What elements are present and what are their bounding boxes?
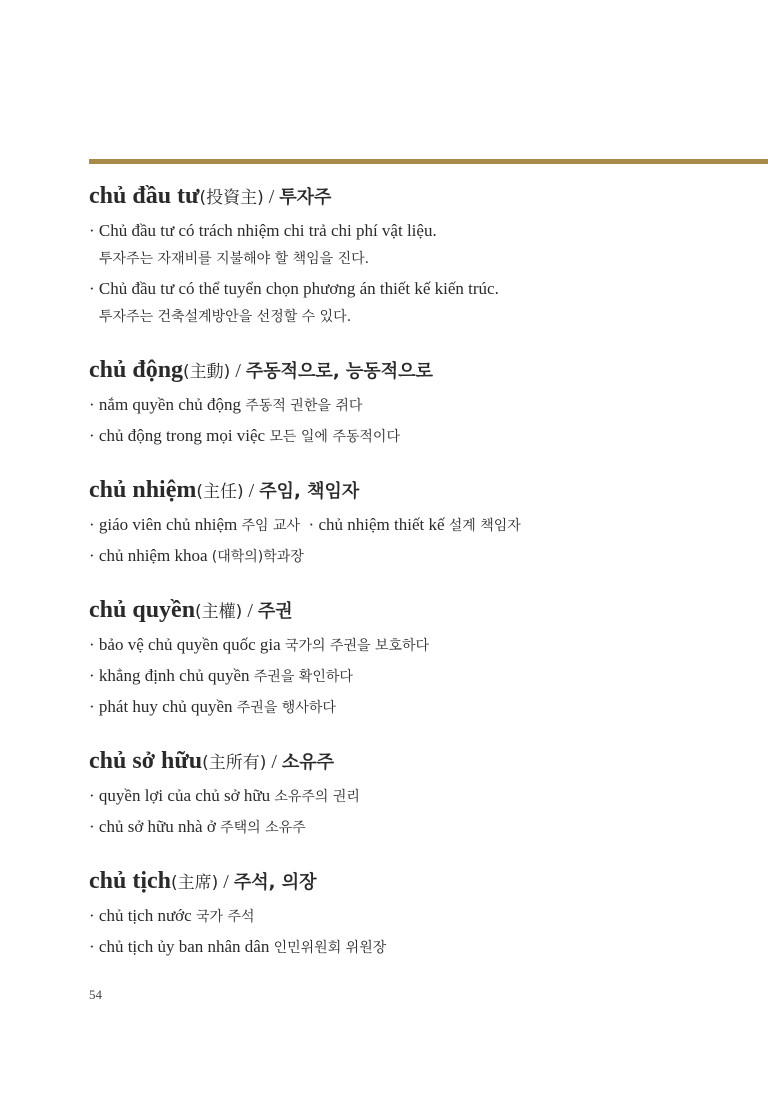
entry-headword xyxy=(89,352,758,390)
example-ko: 국가 주석 xyxy=(195,909,255,925)
example-vi: · chủ tịch ủy ban nhân dân xyxy=(89,937,274,956)
example-translation: 투자주는 자재비를 지불해야 할 책임을 진다. xyxy=(99,251,370,267)
example-line xyxy=(89,812,758,843)
headword-term: chủ quyền xyxy=(89,597,196,623)
example-vi: · quyền lợi của chủ sở hữu xyxy=(89,786,275,805)
example-line xyxy=(89,901,758,932)
example-ko: 설계 책임자 xyxy=(448,518,521,534)
headword-separator: / xyxy=(230,360,246,382)
example-line xyxy=(89,661,758,692)
headword-separator: / xyxy=(266,751,282,773)
headword-hanja: (主任) xyxy=(196,482,244,502)
entry-headword xyxy=(89,743,758,781)
example-vi: · chủ sở hữu nhà ở xyxy=(89,817,221,836)
entry-headword xyxy=(89,178,758,216)
entry-headword xyxy=(89,863,758,901)
page-number: 54 xyxy=(89,987,102,1002)
example-ko: 주택의 소유주 xyxy=(220,820,306,836)
example-vi: · Chủ đầu tư có thể tuyển chọn phương án thiết kế kiến trúc. xyxy=(89,279,499,298)
headword-hanja: (主動) xyxy=(183,362,231,382)
example-vi: · giáo viên chủ nhiệm xyxy=(89,515,242,534)
example-vi: · khẳng định chủ quyền xyxy=(89,666,254,685)
entry-headword xyxy=(89,472,758,510)
headword-term: chủ động xyxy=(89,357,184,383)
example-line xyxy=(89,216,758,245)
example-line xyxy=(89,692,758,723)
headword-meaning: 주석, 의장 xyxy=(233,872,317,893)
example-line xyxy=(89,781,758,812)
example-line xyxy=(89,390,758,421)
example-line xyxy=(89,274,758,303)
example-ko: 주동적 권한을 쥐다 xyxy=(245,398,363,414)
example-vi: · phát huy chủ quyền xyxy=(89,697,237,716)
example-ko: 인민위원회 위원장 xyxy=(273,940,387,956)
entry-chu-so-huu xyxy=(89,743,758,843)
example-line xyxy=(89,630,758,661)
headword-meaning: 주권 xyxy=(257,601,293,622)
dictionary-entries xyxy=(89,178,758,983)
headword-separator: / xyxy=(218,871,234,893)
example-vi: · chủ tịch nước xyxy=(89,906,196,925)
headword-meaning: 투자주 xyxy=(279,187,332,208)
headword-term: chủ đầu tư xyxy=(89,183,200,209)
example-line xyxy=(89,932,758,963)
entry-chu-quyen xyxy=(89,592,758,723)
headword-term: chủ tịch xyxy=(89,868,172,894)
entry-chu-tich xyxy=(89,863,758,963)
headword-separator: / xyxy=(243,480,260,502)
example-vi: · nắm quyền chủ động xyxy=(89,395,246,414)
headword-hanja: (主權) xyxy=(195,602,243,622)
headword-separator: / xyxy=(242,600,258,622)
entry-chu-nhiem xyxy=(89,472,758,572)
headword-meaning: 소유주 xyxy=(281,752,335,773)
example-ko: 주임 교사 xyxy=(241,518,301,534)
example-ko: (대학의)학과장 xyxy=(211,549,304,565)
headword-meaning: 주동적으로, 능동적으로 xyxy=(245,361,433,382)
example-ko: 국가의 주권을 보호하다 xyxy=(284,638,430,654)
headword-hanja: (投資主) xyxy=(199,188,264,208)
example-line xyxy=(89,421,758,452)
top-gold-rule xyxy=(89,159,768,164)
example-ko: 주권을 행사하다 xyxy=(236,700,336,716)
example-ko: 주권을 확인하다 xyxy=(253,669,353,685)
headword-term: chủ nhiệm xyxy=(89,477,197,503)
entry-chu-dau-tu xyxy=(89,178,758,332)
entry-headword xyxy=(89,592,758,630)
example-vi: · chủ nhiệm khoa xyxy=(89,546,212,565)
headword-separator: / xyxy=(263,186,280,208)
headword-meaning: 주임, 책임자 xyxy=(259,481,360,502)
example-vi: · Chủ đầu tư có trách nhiệm chi trả chi phí vật liệu. xyxy=(89,221,437,240)
example-line xyxy=(89,510,758,541)
headword-hanja: (主席) xyxy=(171,873,219,893)
example-ko: 모든 일에 주동적이다 xyxy=(269,429,400,445)
example-ko: 소유주의 권리 xyxy=(274,789,360,805)
entry-chu-dong xyxy=(89,352,758,452)
example-translation: 투자주는 건축설계방안을 선정할 수 있다. xyxy=(99,309,352,325)
headword-term: chủ sở hữu xyxy=(89,748,203,774)
example-vi: · chủ động trong mọi việc xyxy=(89,426,270,445)
headword-hanja: (主所有) xyxy=(202,753,267,773)
example-vi: · bảo vệ chủ quyền quốc gia xyxy=(89,635,285,654)
example-vi: · chủ nhiệm thiết kế xyxy=(300,515,449,534)
example-line xyxy=(89,541,758,572)
